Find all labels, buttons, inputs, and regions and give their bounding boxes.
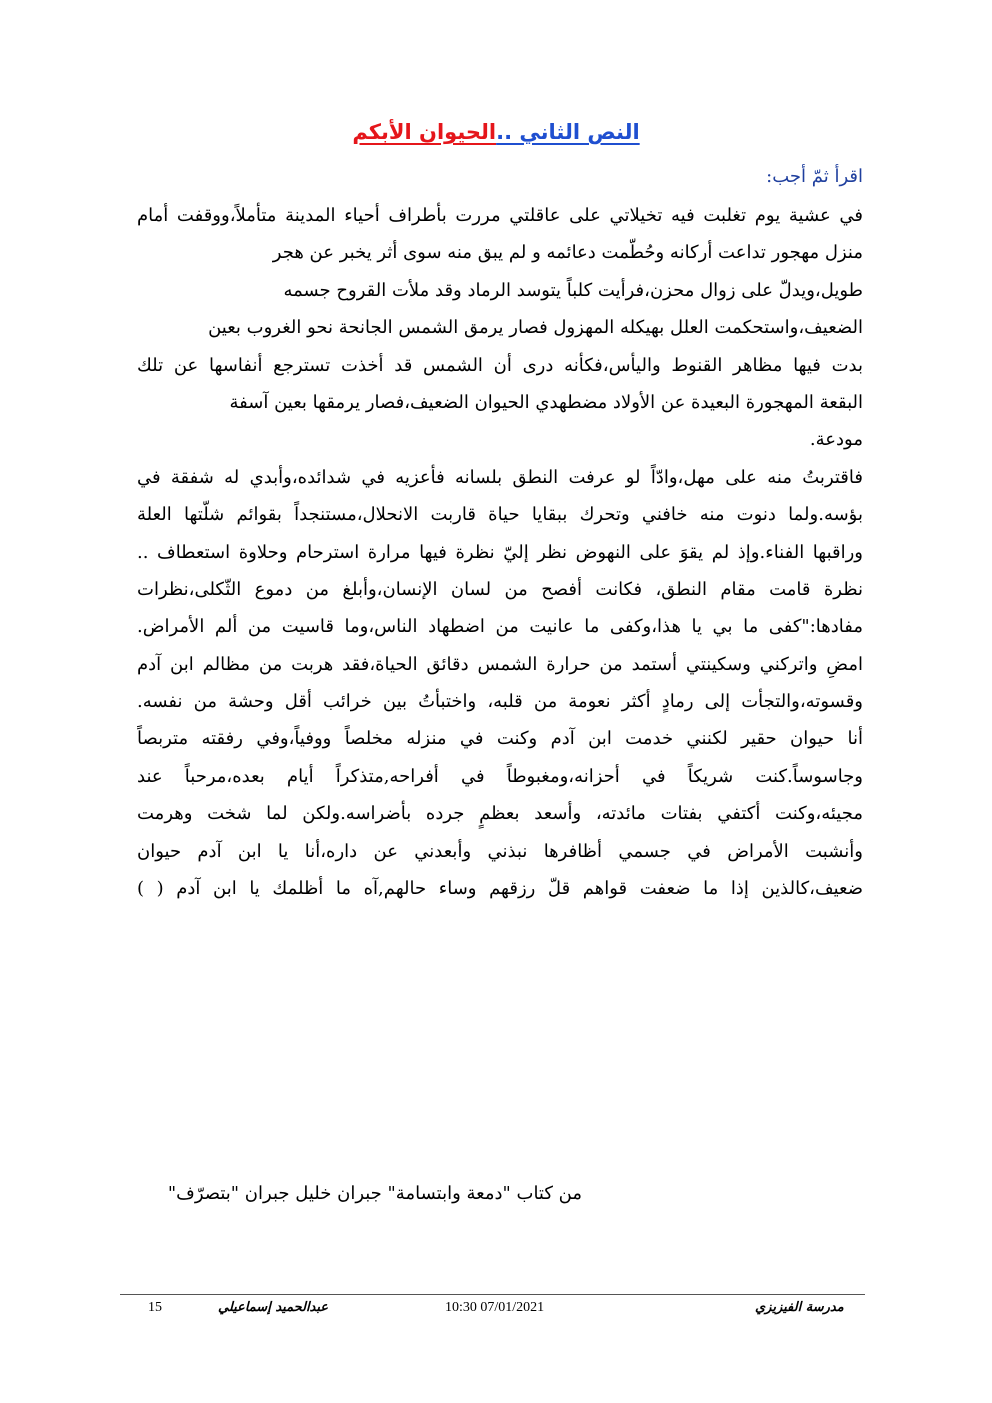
footer-author: عبدالحميد إسماعيلي	[218, 1300, 329, 1315]
text-line: بؤسه.ولما دنوت منه خافني وتحرك ببقايا حياة قاربت الانحلال،مستنجداً بقوائم شلّتها العلة	[137, 504, 863, 526]
text-line: مفادها:"كفى ما بي يا هذا،وكفى ما عانيت من اضطهاد الناس،وما قاسيت من ألم الأمراض.	[137, 616, 863, 638]
text-line: أنا حيوان حقير لكنني خدمت ابن آدم وكنت في منزله مخلصاً ووفياً،وفي رفقته متربصاً	[137, 728, 863, 750]
text-body	[137, 160, 863, 907]
text-line: وراقبها الفناء.وإذ لم يقوَ على النهوض نظر إليّ نظرة فيها مرارة استرحام وحلاوة استعطاف ..	[137, 541, 863, 563]
text-line: امضِ واتركني وسكينتي أستمد من حرارة الشمس دقائق الحياة،فقد هربت من مظالم ابن آدم	[137, 653, 863, 675]
text-line: مجيئه،وكنت أكتفي بفتات مائدته، وأسعد بعظمٍ جرده بأضراسه.ولكن لما شخت وهرمت	[137, 803, 863, 825]
footer-datetime: 10:30 07/01/2021	[445, 1300, 545, 1315]
text-line: وقسوته،والتجأت إلى رمادٍ أكثر نعومة من قلبه، واختبأتُ بين خرائب أقل وحشة من نفسه.	[137, 691, 863, 713]
text-line: فاقتربتُ منه على مهل،وادّاً لو عرفت النطق بلسانه فأعزيه في شدائده،وأبدي له شفقة في	[137, 466, 863, 488]
text-line: نظرة قامت مقام النطق، فكانت أفصح من لسان الإنسان،وأبلغ من دموع الثّكلى،نظرات	[137, 578, 863, 600]
text-line: البقعة المهجورة البعيدة عن الأولاد مضطهدي الحيوان الضعيف،فصار يرمقها بعين آسفة	[229, 391, 863, 413]
text-line: ضعيف،كالذين إذا ما ضعفت قواهم قلّ رزقهم وساء حالهم,آه ما أظلمك يا ابن آدم ( )	[137, 878, 863, 900]
footer-school: مدرسة الفيزيزي	[755, 1300, 844, 1315]
page-title	[0, 120, 992, 144]
instruction: اقرأ ثمّ أجب:	[766, 166, 863, 187]
source-citation: من كتاب "دمعة وابتسامة" جبران خليل جبران "بتصرّف"	[167, 1183, 582, 1204]
page-footer	[0, 1297, 992, 1321]
text-line: منزل مهجور تداعت أركانه وحُطّمت دعائمه و لم يبق منه سوى أثر يخبر عن هجر	[272, 242, 863, 264]
text-line: الضعيف،واستحكمت العلل بهيكله المهزول فصار يرمق الشمس الجانحة نحو الغروب بعين	[208, 317, 863, 339]
footer-divider	[120, 1294, 865, 1295]
text-line: طويل،ويدلّ على زوال محزن،فرأيت كلباً يتوسد الرماد وقد ملأت القروح جسمه	[283, 279, 863, 301]
text-line: وأنشبت الأمراض في جسمي أظافرها نبذني وأبعدني عن داره،أنا يا ابن آدم حيوان	[137, 840, 863, 862]
title-part-1: النص الثاني ..	[496, 120, 640, 144]
text-line: وجاسوساً.كنت شريكاً في أحزانه،ومغبوطاً في أفراحه,متذكراً أيام بعده،مرحباً عند	[137, 765, 863, 787]
page-number: 15	[148, 1300, 162, 1315]
text-line: بدت فيها مظاهر القنوط واليأس،فكأنه درى أن الشمس قد أخذت تسترجع أنفاسها عن تلك	[137, 354, 863, 376]
title-part-2: الحيوان الأبكم	[352, 120, 497, 144]
text-line: في عشية يوم تغلبت فيه تخيلاتي على عاقلتي مررت بأطراف أحياء المدينة متأملاً،ووقفت أمام	[137, 205, 863, 226]
text-line: مودعة.	[809, 429, 863, 451]
